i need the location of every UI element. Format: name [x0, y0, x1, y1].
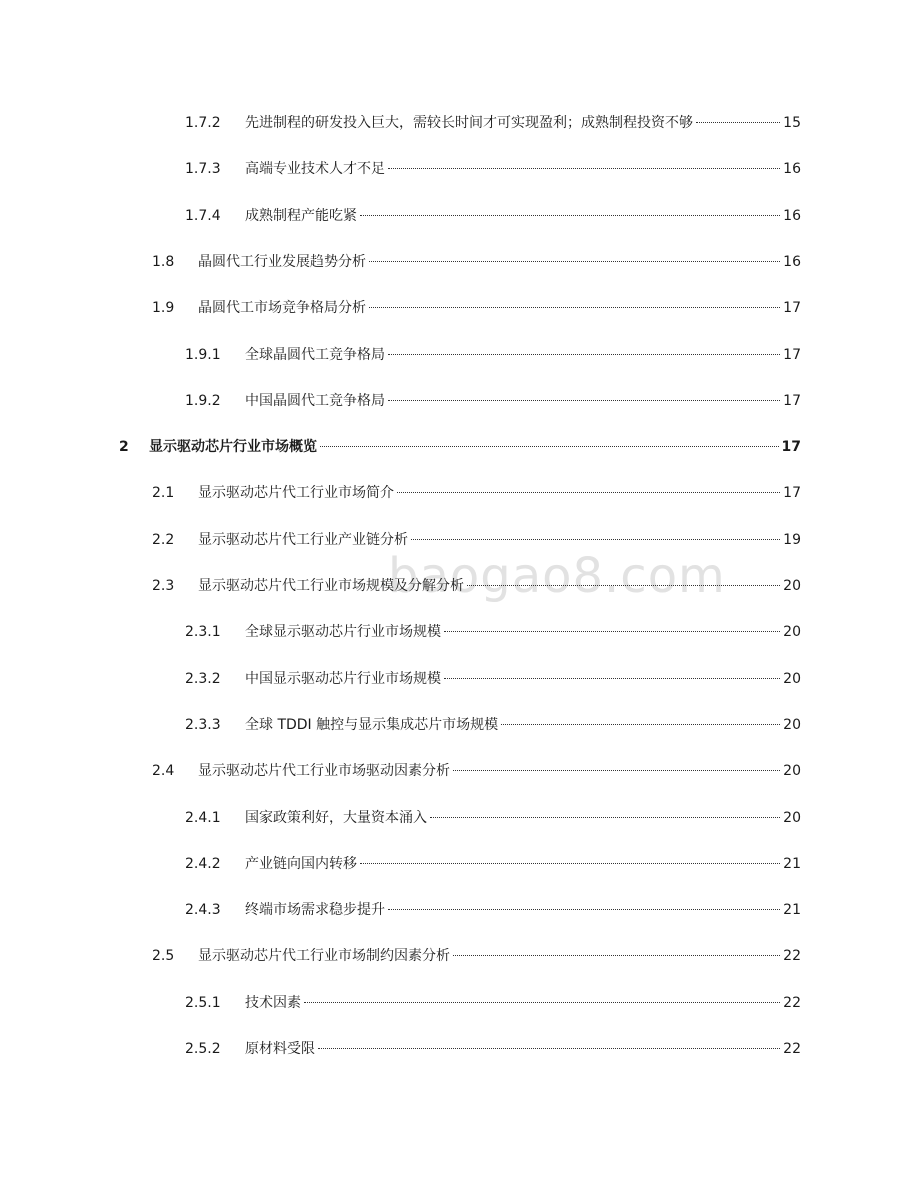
toc-entry-page-number: 16	[783, 207, 801, 224]
toc-entry-page-number: 17	[783, 300, 801, 317]
watermark: baogao8.com	[388, 548, 726, 604]
toc-entry-number: 2.4.3	[185, 902, 221, 919]
toc-entry[interactable]	[185, 853, 801, 875]
toc-entry-page-number: 20	[783, 809, 801, 826]
toc-entry-number: 2.3.2	[185, 670, 221, 687]
toc-entry-title: 中国显示驱动芯片行业市场规模	[245, 670, 441, 687]
toc-entry-number: 1.7.3	[185, 161, 221, 178]
toc-entry-number: 2.5.1	[185, 994, 221, 1011]
toc-dot-leader	[304, 1002, 780, 1003]
toc-entry-page-number: 21	[783, 855, 801, 872]
toc-entry-page-number: 20	[783, 716, 801, 733]
toc-entry-page-number: 15	[783, 115, 801, 131]
toc-entry[interactable]	[119, 436, 801, 458]
toc-dot-leader	[397, 492, 780, 493]
toc-entry-number: 2.5	[152, 948, 175, 965]
toc-dot-leader	[430, 817, 780, 818]
toc-entry-number: 1.7.4	[185, 207, 221, 224]
toc-entry-title: 显示驱动芯片代工行业产业链分析	[198, 531, 408, 548]
toc-entry-page-number: 20	[783, 578, 801, 594]
toc-dot-leader	[388, 354, 780, 355]
toc-entry[interactable]	[185, 899, 801, 921]
toc-entry-page-number: 22	[783, 994, 801, 1011]
toc-entry-title: 全球晶圆代工竞争格局	[245, 346, 385, 363]
toc-entry[interactable]	[185, 112, 801, 134]
toc-entry-number: 2	[119, 439, 129, 456]
toc-entry[interactable]	[185, 390, 801, 412]
toc-entry-page-number: 17	[781, 439, 801, 456]
toc-entry[interactable]	[152, 482, 801, 504]
toc-entry-number: 1.9.2	[185, 392, 221, 409]
toc-dot-leader	[444, 678, 780, 679]
toc-entry-title: 高端专业技术人才不足	[245, 161, 385, 178]
toc-dot-leader	[388, 400, 780, 401]
toc-entry-title: 国家政策利好，大量资本涌入	[245, 809, 427, 826]
toc-entry[interactable]	[185, 1038, 801, 1060]
toc-entry-page-number: 20	[783, 670, 801, 687]
toc-entry-number: 1.8	[152, 253, 175, 270]
toc-entry-title: 终端市场需求稳步提升	[245, 902, 385, 919]
toc-dot-leader	[501, 724, 780, 725]
toc-entry-page-number: 21	[783, 902, 801, 919]
toc-entry-page-number: 22	[783, 948, 801, 965]
toc-entry-number: 2.5.2	[185, 1041, 221, 1057]
toc-entry-title: 全球显示驱动芯片行业市场规模	[245, 624, 441, 641]
toc-entry-number: 1.9.1	[185, 346, 221, 363]
toc-dot-leader	[369, 261, 780, 262]
toc-entry-number: 2.1	[152, 485, 175, 502]
toc-entry-number: 1.7.2	[185, 115, 221, 131]
toc-entry[interactable]	[152, 251, 801, 273]
toc-entry-number: 2.4.1	[185, 809, 221, 826]
toc-entry-title: 全球 TDDI 触控与显示集成芯片市场规模	[245, 716, 499, 733]
toc-entry[interactable]	[152, 297, 801, 319]
toc-entry-title: 先进制程的研发投入巨大，需较长时间才可实现盈利；成熟制程投资不够	[245, 115, 693, 131]
toc-entry[interactable]	[152, 529, 801, 551]
toc-entry-title: 技术因素	[245, 994, 301, 1011]
toc-entry-number: 2.4.2	[185, 855, 221, 872]
toc-entry[interactable]	[185, 205, 801, 227]
toc-entry[interactable]	[152, 945, 801, 967]
toc-entry[interactable]	[152, 760, 801, 782]
toc-entry-page-number: 16	[783, 161, 801, 178]
toc-dot-leader	[388, 168, 780, 169]
toc-entry-page-number: 22	[783, 1041, 801, 1057]
toc-entry-page-number: 17	[783, 485, 801, 502]
toc-entry-title: 显示驱动芯片代工行业市场驱动因素分析	[198, 763, 450, 780]
toc-entry[interactable]	[185, 714, 801, 736]
toc-entry-title: 显示驱动芯片行业市场概览	[149, 439, 317, 456]
toc-dot-leader	[320, 446, 779, 447]
toc-entry-number: 1.9	[152, 300, 175, 317]
toc-entry[interactable]	[185, 992, 801, 1014]
toc-entry-page-number: 19	[783, 531, 801, 548]
toc-entry-title: 显示驱动芯片代工行业市场简介	[198, 485, 394, 502]
toc-entry[interactable]	[185, 344, 801, 366]
toc-dot-leader	[444, 631, 780, 632]
toc-dot-leader	[360, 215, 780, 216]
toc-entry[interactable]	[185, 807, 801, 829]
toc-entry[interactable]	[185, 668, 801, 690]
toc-entry-page-number: 17	[783, 346, 801, 363]
toc-entry-title: 显示驱动芯片代工行业市场规模及分解分析	[198, 578, 464, 594]
toc-entry[interactable]	[185, 621, 801, 643]
toc-entry-number: 2.4	[152, 763, 175, 780]
toc-entry-title: 产业链向国内转移	[245, 855, 357, 872]
toc-dot-leader	[318, 1048, 780, 1049]
toc-entry-title: 成熟制程产能吃紧	[245, 207, 357, 224]
toc-dot-leader	[467, 585, 780, 586]
toc-dot-leader	[388, 909, 780, 910]
toc-entry-number: 2.3	[152, 578, 175, 594]
toc-dot-leader	[453, 955, 780, 956]
toc-entry-number: 2.2	[152, 531, 175, 548]
toc-entry-title: 晶圆代工市场竞争格局分析	[198, 300, 366, 317]
toc-entry-title: 原材料受限	[245, 1041, 315, 1057]
toc-dot-leader	[453, 770, 780, 771]
toc-entry[interactable]	[152, 575, 801, 597]
toc-entry-page-number: 20	[783, 624, 801, 641]
toc-dot-leader	[696, 122, 780, 123]
toc-dot-leader	[411, 539, 780, 540]
toc-entry-number: 2.3.1	[185, 624, 221, 641]
toc-entry-page-number: 16	[783, 253, 801, 270]
toc-entry-title: 中国晶圆代工竞争格局	[245, 392, 385, 409]
toc-entry-page-number: 17	[783, 392, 801, 409]
toc-entry-title: 晶圆代工行业发展趋势分析	[198, 253, 366, 270]
toc-entry-page-number: 20	[783, 763, 801, 780]
toc-dot-leader	[369, 307, 780, 308]
toc-entry-title: 显示驱动芯片代工行业市场制约因素分析	[198, 948, 450, 965]
toc-entry-number: 2.3.3	[185, 716, 221, 733]
toc-dot-leader	[360, 863, 780, 864]
toc-entry[interactable]	[185, 158, 801, 180]
